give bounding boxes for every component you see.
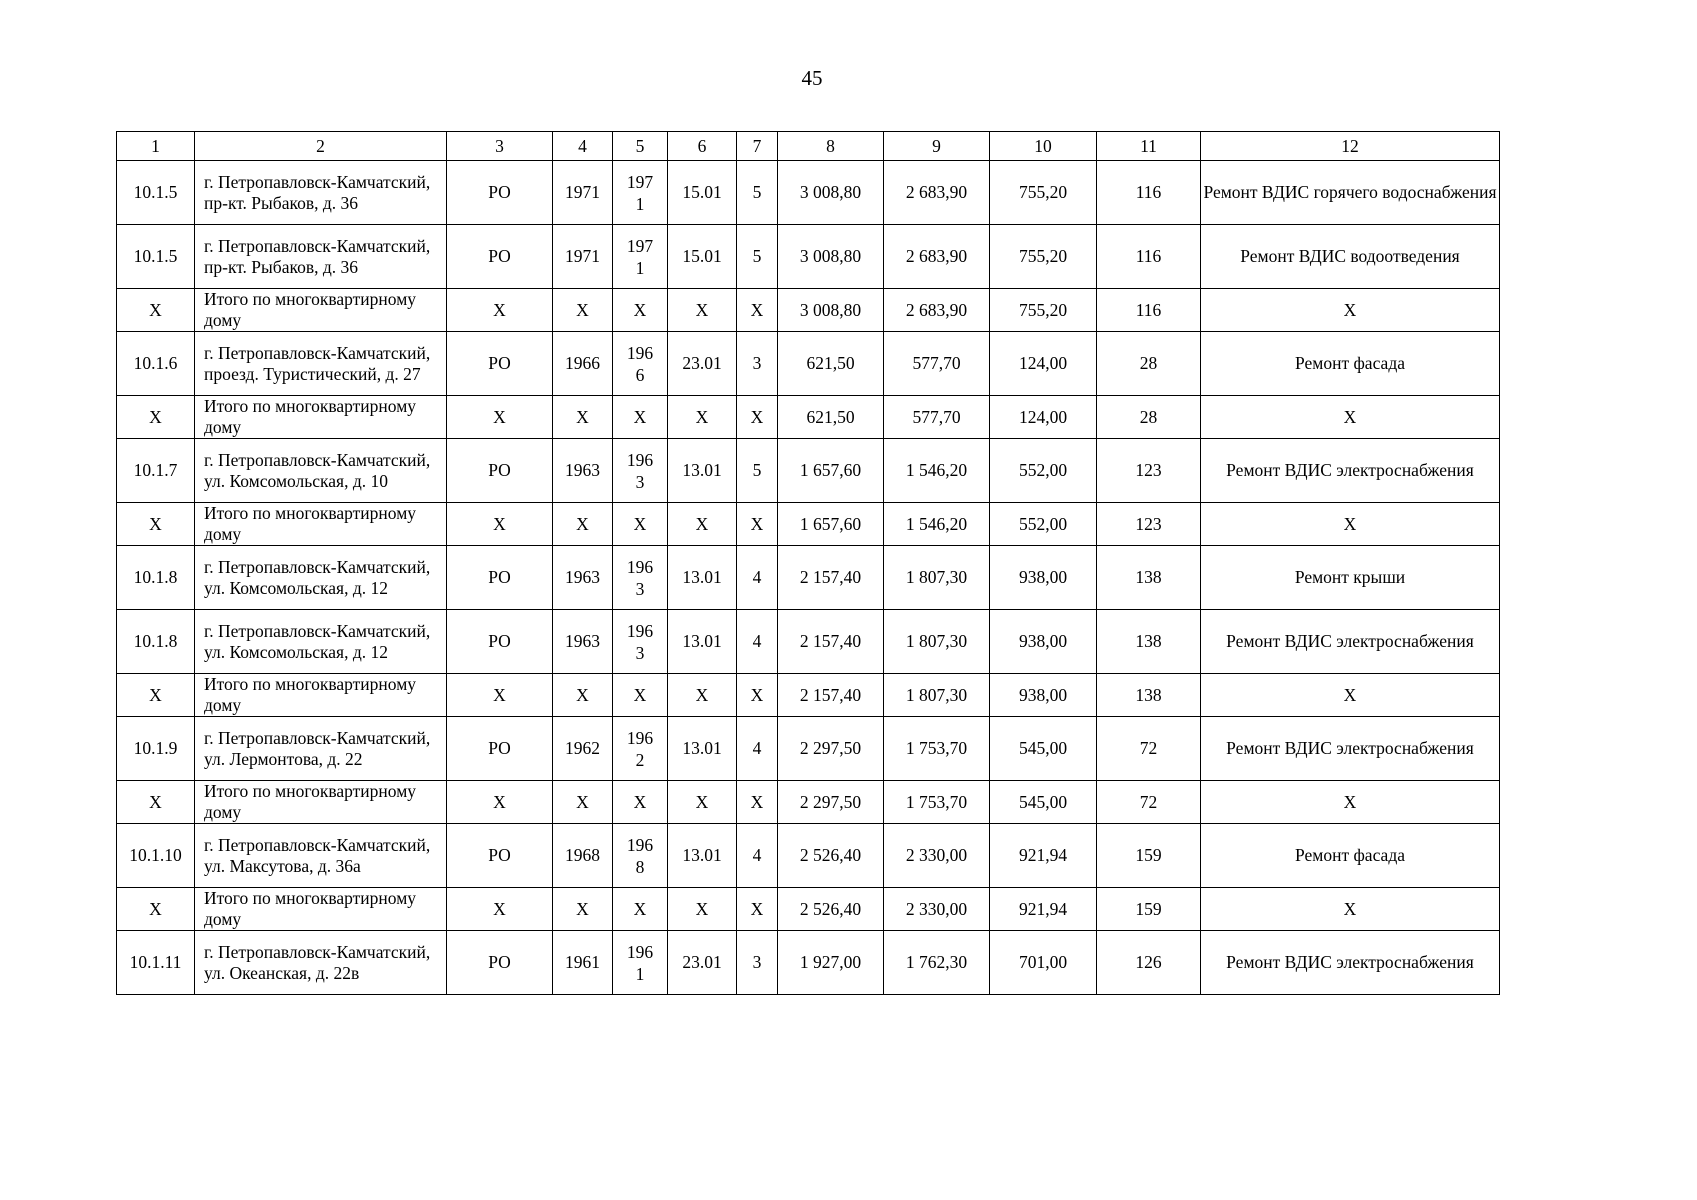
type-cell: РО (447, 717, 553, 781)
year-cell: 1962 (553, 717, 613, 781)
work-type-cell: Ремонт фасада (1201, 824, 1500, 888)
year-commissioned-cell: 1966 (613, 332, 668, 396)
total-area-cell: 2 526,40 (778, 824, 884, 888)
living-area-cell: 1 753,70 (884, 717, 990, 781)
work-type-cell: X (1201, 888, 1500, 931)
item-number-cell: 10.1.8 (117, 610, 195, 674)
nonliving-area-cell: 545,00 (990, 781, 1097, 824)
type-cell: РО (447, 931, 553, 995)
type-cell: РО (447, 824, 553, 888)
residents-cell: 116 (1097, 225, 1201, 289)
total-area-cell: 2 157,40 (778, 674, 884, 717)
residents-cell: 123 (1097, 439, 1201, 503)
table-row (117, 824, 1500, 888)
work-type-cell: Ремонт ВДИС горячего водоснабжения (1201, 161, 1500, 225)
work-type-cell: Ремонт крыши (1201, 546, 1500, 610)
residents-cell: 72 (1097, 781, 1201, 824)
item-number-cell: X (117, 888, 195, 931)
address-cell: г. Петропавловск-Камчатский, пр-кт. Рыбаков, д. 36 (195, 161, 447, 225)
residents-cell: 28 (1097, 396, 1201, 439)
type-cell: РО (447, 546, 553, 610)
nonliving-area-cell: 701,00 (990, 931, 1097, 995)
address-cell: Итого по многоквартирному дому (195, 289, 447, 332)
year-cell: 1971 (553, 161, 613, 225)
address-cell: г. Петропавловск-Камчатский, ул. Лермонтова, д. 22 (195, 717, 447, 781)
work-type-cell: Ремонт ВДИС электроснабжения (1201, 717, 1500, 781)
year-commissioned-cell: X (613, 289, 668, 332)
year-commissioned-cell: X (613, 396, 668, 439)
code-cell: 13.01 (668, 824, 737, 888)
year-commissioned-cell: X (613, 781, 668, 824)
year-cell: X (553, 396, 613, 439)
type-cell: РО (447, 332, 553, 396)
floors-cell: 5 (737, 161, 778, 225)
living-area-cell: 577,70 (884, 332, 990, 396)
floors-cell: X (737, 289, 778, 332)
work-type-cell: Ремонт ВДИС электроснабжения (1201, 610, 1500, 674)
year-commissioned-cell: 1963 (613, 610, 668, 674)
floors-cell: 4 (737, 610, 778, 674)
header-row (117, 132, 1500, 161)
year-cell: X (553, 888, 613, 931)
code-cell: 13.01 (668, 717, 737, 781)
work-type-cell: X (1201, 396, 1500, 439)
address-cell: г. Петропавловск-Камчатский, пр-кт. Рыбаков, д. 36 (195, 225, 447, 289)
living-area-cell: 2 330,00 (884, 824, 990, 888)
total-area-cell: 2 157,40 (778, 610, 884, 674)
type-cell: X (447, 503, 553, 546)
nonliving-area-cell: 921,94 (990, 824, 1097, 888)
work-type-cell: X (1201, 674, 1500, 717)
work-type-cell: Ремонт ВДИС водоотведения (1201, 225, 1500, 289)
residents-cell: 28 (1097, 332, 1201, 396)
living-area-cell: 2 683,90 (884, 161, 990, 225)
year-cell: 1963 (553, 546, 613, 610)
total-area-cell: 3 008,80 (778, 289, 884, 332)
code-cell: X (668, 781, 737, 824)
year-commissioned-cell: 1962 (613, 717, 668, 781)
residents-cell: 116 (1097, 161, 1201, 225)
type-cell: X (447, 396, 553, 439)
item-number-cell: 10.1.5 (117, 225, 195, 289)
total-area-cell: 2 157,40 (778, 546, 884, 610)
item-number-cell: 10.1.9 (117, 717, 195, 781)
item-number-cell: X (117, 674, 195, 717)
item-number-cell: X (117, 289, 195, 332)
total-area-cell: 3 008,80 (778, 161, 884, 225)
work-type-cell: Ремонт ВДИС электроснабжения (1201, 931, 1500, 995)
table-row (117, 225, 1500, 289)
year-commissioned-cell: 1961 (613, 931, 668, 995)
address-cell: Итого по многоквартирному дому (195, 396, 447, 439)
year-commissioned-cell: X (613, 503, 668, 546)
item-number-cell: 10.1.10 (117, 824, 195, 888)
floors-cell: X (737, 888, 778, 931)
year-commissioned-cell: 1971 (613, 225, 668, 289)
year-cell: X (553, 674, 613, 717)
address-cell: г. Петропавловск-Камчатский, ул. Океанская, д. 22в (195, 931, 447, 995)
nonliving-area-cell: 124,00 (990, 396, 1097, 439)
year-cell: X (553, 781, 613, 824)
item-number-cell: 10.1.7 (117, 439, 195, 503)
header-cell: 9 (884, 132, 990, 161)
living-area-cell: 1 807,30 (884, 546, 990, 610)
year-cell: 1968 (553, 824, 613, 888)
code-cell: 13.01 (668, 439, 737, 503)
total-area-cell: 2 526,40 (778, 888, 884, 931)
capital-repair-table (116, 131, 1500, 995)
year-commissioned-cell: 1968 (613, 824, 668, 888)
type-cell: X (447, 289, 553, 332)
type-cell: РО (447, 610, 553, 674)
address-cell: Итого по многоквартирному дому (195, 781, 447, 824)
table-row (117, 717, 1500, 781)
year-commissioned-cell: 1963 (613, 546, 668, 610)
code-cell: 15.01 (668, 225, 737, 289)
total-area-cell: 3 008,80 (778, 225, 884, 289)
code-cell: X (668, 289, 737, 332)
year-cell: 1966 (553, 332, 613, 396)
header-cell: 1 (117, 132, 195, 161)
floors-cell: 4 (737, 717, 778, 781)
type-cell: X (447, 781, 553, 824)
type-cell: РО (447, 439, 553, 503)
address-cell: Итого по многоквартирному дому (195, 674, 447, 717)
living-area-cell: 1 546,20 (884, 439, 990, 503)
year-commissioned-cell: X (613, 674, 668, 717)
work-type-cell: Ремонт ВДИС электроснабжения (1201, 439, 1500, 503)
nonliving-area-cell: 755,20 (990, 225, 1097, 289)
table-row-total (117, 888, 1500, 931)
total-area-cell: 621,50 (778, 396, 884, 439)
floors-cell: X (737, 396, 778, 439)
header-cell: 12 (1201, 132, 1500, 161)
table-row (117, 546, 1500, 610)
code-cell: X (668, 396, 737, 439)
living-area-cell: 1 546,20 (884, 503, 990, 546)
living-area-cell: 2 330,00 (884, 888, 990, 931)
item-number-cell: 10.1.8 (117, 546, 195, 610)
nonliving-area-cell: 755,20 (990, 161, 1097, 225)
header-cell: 6 (668, 132, 737, 161)
header-cell: 8 (778, 132, 884, 161)
code-cell: 13.01 (668, 610, 737, 674)
header-cell: 11 (1097, 132, 1201, 161)
address-cell: г. Петропавловск-Камчатский, проезд. Туристический, д. 27 (195, 332, 447, 396)
residents-cell: 126 (1097, 931, 1201, 995)
header-cell: 3 (447, 132, 553, 161)
floors-cell: X (737, 781, 778, 824)
total-area-cell: 2 297,50 (778, 781, 884, 824)
floors-cell: 3 (737, 332, 778, 396)
work-type-cell: Ремонт фасада (1201, 332, 1500, 396)
living-area-cell: 1 807,30 (884, 674, 990, 717)
header-cell: 10 (990, 132, 1097, 161)
table-row (117, 161, 1500, 225)
table-row (117, 439, 1500, 503)
table-row (117, 931, 1500, 995)
residents-cell: 123 (1097, 503, 1201, 546)
total-area-cell: 1 927,00 (778, 931, 884, 995)
work-type-cell: X (1201, 289, 1500, 332)
table-row-total (117, 503, 1500, 546)
year-cell: 1963 (553, 439, 613, 503)
code-cell: X (668, 888, 737, 931)
table-row-total (117, 396, 1500, 439)
year-cell: X (553, 503, 613, 546)
total-area-cell: 1 657,60 (778, 439, 884, 503)
table-row-total (117, 674, 1500, 717)
year-cell: 1971 (553, 225, 613, 289)
total-area-cell: 621,50 (778, 332, 884, 396)
type-cell: X (447, 674, 553, 717)
nonliving-area-cell: 755,20 (990, 289, 1097, 332)
table-row (117, 332, 1500, 396)
residents-cell: 159 (1097, 888, 1201, 931)
address-cell: г. Петропавловск-Камчатский, ул. Комсомольская, д. 12 (195, 610, 447, 674)
year-commissioned-cell: 1963 (613, 439, 668, 503)
item-number-cell: 10.1.11 (117, 931, 195, 995)
table-row-total (117, 781, 1500, 824)
address-cell: Итого по многоквартирному дому (195, 503, 447, 546)
year-cell: 1963 (553, 610, 613, 674)
residents-cell: 138 (1097, 546, 1201, 610)
header-cell: 4 (553, 132, 613, 161)
item-number-cell: X (117, 503, 195, 546)
total-area-cell: 1 657,60 (778, 503, 884, 546)
living-area-cell: 1 762,30 (884, 931, 990, 995)
item-number-cell: X (117, 396, 195, 439)
code-cell: 15.01 (668, 161, 737, 225)
living-area-cell: 1 807,30 (884, 610, 990, 674)
address-cell: Итого по многоквартирному дому (195, 888, 447, 931)
floors-cell: X (737, 674, 778, 717)
header-cell: 7 (737, 132, 778, 161)
residents-cell: 159 (1097, 824, 1201, 888)
code-cell: 13.01 (668, 546, 737, 610)
nonliving-area-cell: 552,00 (990, 439, 1097, 503)
floors-cell: X (737, 503, 778, 546)
table-row (117, 610, 1500, 674)
item-number-cell: 10.1.6 (117, 332, 195, 396)
nonliving-area-cell: 938,00 (990, 674, 1097, 717)
floors-cell: 3 (737, 931, 778, 995)
residents-cell: 72 (1097, 717, 1201, 781)
residents-cell: 138 (1097, 610, 1201, 674)
year-cell: X (553, 289, 613, 332)
type-cell: X (447, 888, 553, 931)
living-area-cell: 2 683,90 (884, 289, 990, 332)
floors-cell: 4 (737, 546, 778, 610)
type-cell: РО (447, 161, 553, 225)
address-cell: г. Петропавловск-Камчатский, ул. Комсомольская, д. 10 (195, 439, 447, 503)
work-type-cell: X (1201, 781, 1500, 824)
nonliving-area-cell: 921,94 (990, 888, 1097, 931)
address-cell: г. Петропавловск-Камчатский, ул. Комсомольская, д. 12 (195, 546, 447, 610)
residents-cell: 138 (1097, 674, 1201, 717)
total-area-cell: 2 297,50 (778, 717, 884, 781)
item-number-cell: 10.1.5 (117, 161, 195, 225)
code-cell: X (668, 674, 737, 717)
nonliving-area-cell: 938,00 (990, 546, 1097, 610)
floors-cell: 5 (737, 439, 778, 503)
work-type-cell: X (1201, 503, 1500, 546)
living-area-cell: 577,70 (884, 396, 990, 439)
header-cell: 5 (613, 132, 668, 161)
year-cell: 1961 (553, 931, 613, 995)
header-cell: 2 (195, 132, 447, 161)
address-cell: г. Петропавловск-Камчатский, ул. Максутова, д. 36а (195, 824, 447, 888)
code-cell: 23.01 (668, 931, 737, 995)
residents-cell: 116 (1097, 289, 1201, 332)
year-commissioned-cell: X (613, 888, 668, 931)
table-body (117, 161, 1500, 995)
item-number-cell: X (117, 781, 195, 824)
floors-cell: 4 (737, 824, 778, 888)
code-cell: 23.01 (668, 332, 737, 396)
nonliving-area-cell: 545,00 (990, 717, 1097, 781)
page-number: 45 (801, 66, 823, 90)
nonliving-area-cell: 552,00 (990, 503, 1097, 546)
floors-cell: 5 (737, 225, 778, 289)
living-area-cell: 1 753,70 (884, 781, 990, 824)
nonliving-area-cell: 938,00 (990, 610, 1097, 674)
year-commissioned-cell: 1971 (613, 161, 668, 225)
living-area-cell: 2 683,90 (884, 225, 990, 289)
type-cell: РО (447, 225, 553, 289)
code-cell: X (668, 503, 737, 546)
nonliving-area-cell: 124,00 (990, 332, 1097, 396)
table-row-total (117, 289, 1500, 332)
